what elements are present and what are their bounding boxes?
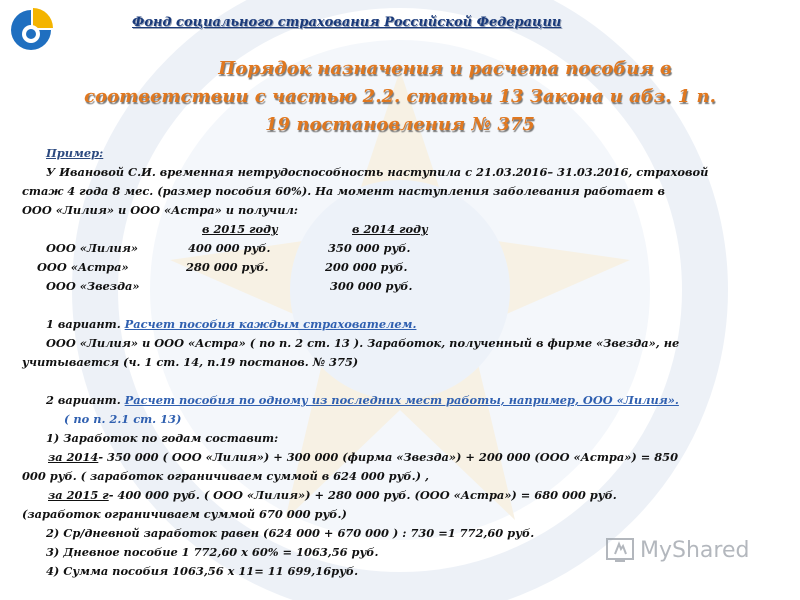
variant1-heading xyxy=(22,315,782,334)
variant1-link[interactable]: Расчет пособия каждым страхователем. xyxy=(124,317,417,331)
variant1-prefix: 1 вариант. xyxy=(46,317,121,331)
year-2014-line xyxy=(22,448,782,467)
step-3: 3) Дневное пособие 1 772,60 х 60% = 1063,56 руб. xyxy=(46,545,379,559)
spacer xyxy=(22,372,782,391)
year-2015-limit: (заработок ограничиваем суммой 670 000 руб.) xyxy=(22,507,347,521)
table-cell-company: ООО «Звезда» xyxy=(46,279,140,293)
table-cell-2015: 280 000 руб. xyxy=(186,260,269,274)
year-2014-text: - 350 000 ( ООО «Лилия») + 300 000 (фирма «Звезда») + 200 000 (ООО «Астра») = 850 xyxy=(98,450,679,464)
intro-line-1: У Ивановой С.И. временная нетрудоспособность наступила с 21.03.2016– 31.03.2016, страховой xyxy=(46,165,709,179)
year-2015-line xyxy=(22,486,782,505)
example-label-line xyxy=(22,144,782,163)
table-row xyxy=(22,277,782,296)
example-label: Пример: xyxy=(46,146,104,160)
earnings-table-header xyxy=(22,220,782,239)
table-header-2015: в 2015 году xyxy=(202,222,278,236)
year-2015-label: за 2015 г xyxy=(48,488,109,502)
slide-heading xyxy=(10,55,790,139)
table-cell-2014: 350 000 руб. xyxy=(328,241,411,255)
myshared-watermark xyxy=(606,536,776,566)
table-cell-2014: 300 000 руб. xyxy=(330,279,413,293)
org-title: Фонд социального страхования Российской Федерации xyxy=(132,15,562,30)
table-row xyxy=(22,239,782,258)
table-header-2014: в 2014 году xyxy=(352,222,428,236)
heading-line-1: Порядок назначения и расчета пособия в xyxy=(218,58,672,79)
table-cell-company: ООО «Астра» xyxy=(37,260,129,274)
variant2-ref[interactable]: ( по п. 2.1 ст. 13) xyxy=(64,412,182,426)
year-2015-text: - 400 000 руб. ( ООО «Лилия») + 280 000 руб. (ООО «Астра») = 680 000 руб. xyxy=(108,488,617,502)
heading-line-3: 19 постановления № 375 xyxy=(265,114,535,135)
myshared-icon xyxy=(606,538,634,564)
step-1: 1) Заработок по годам составит: xyxy=(46,431,279,445)
table-cell-2015: 400 000 руб. xyxy=(188,241,271,255)
fss-logo xyxy=(5,4,57,60)
table-cell-2014: 200 000 руб. xyxy=(325,260,408,274)
variant1-text-1: ООО «Лилия» и ООО «Астра» ( по п. 2 ст. 13 ). Заработок, полученный в фирме «Звезда», не xyxy=(46,336,680,350)
myshared-text: MyShared xyxy=(640,538,750,563)
step-2: 2) Ср/дневной заработок равен (624 000 + 670 000 ) : 730 =1 772,60 руб. xyxy=(46,526,535,540)
intro-line-3: ООО «Лилия» и ООО «Астра» и получил: xyxy=(22,203,299,217)
year-2014-label: за 2014 xyxy=(48,450,99,464)
example-body xyxy=(22,144,782,581)
variant1-text-2: учитывается (ч. 1 ст. 14, п.19 постанов. № 375) xyxy=(22,355,359,369)
variant2-heading xyxy=(22,391,782,410)
spacer xyxy=(22,296,782,315)
step-4: 4) Сумма пособия 1063,56 х 11= 11 699,16руб. xyxy=(46,564,359,578)
variant2-ref-line xyxy=(22,410,782,429)
year-2014-line-2: 000 руб. ( заработок ограничиваем суммой в 624 000 руб.) , xyxy=(22,469,429,483)
variant2-link[interactable]: Расчет пособия по одному из последних мест работы, например, ООО «Лилия». xyxy=(124,393,679,407)
variant2-prefix: 2 вариант. xyxy=(46,393,121,407)
intro-line-2: стаж 4 года 8 мес. (размер пособия 60%). На момент наступления заболевания работает в xyxy=(22,184,665,198)
heading-line-2: соответствии с частью 2.2. статьи 13 Закона и абз. 1 п. xyxy=(84,86,716,107)
table-row xyxy=(22,258,782,277)
table-cell-company: ООО «Лилия» xyxy=(46,241,139,255)
